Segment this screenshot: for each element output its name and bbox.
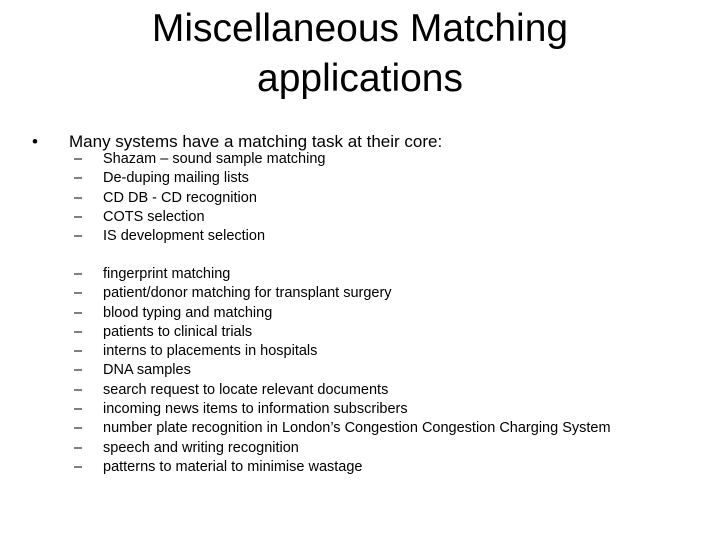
dash-marker: – [74,285,83,302]
slide-title [0,4,720,104]
list-item-text: patterns to material to minimise wastage [103,458,363,475]
dash-marker: – [74,323,83,340]
sub-list-b [74,265,611,477]
dash-marker: – [74,362,83,379]
list-item [74,304,611,323]
title-line-2: applications [257,57,463,100]
list-item [74,227,325,246]
list-item [74,265,611,284]
list-item [74,189,325,208]
list-item-text: patients to clinical trials [103,323,253,340]
list-item [74,361,611,380]
dash-marker: – [74,420,83,437]
sub-list-a [74,150,325,246]
list-item-text: patient/donor matching for transplant surgery [103,285,392,302]
list-item-text: Shazam – sound sample matching [103,151,326,167]
dash-marker: – [74,208,83,225]
list-item-text: speech and writing recognition [103,439,299,456]
list-item-text: blood typing and matching [103,304,273,321]
dash-marker: – [74,266,83,282]
dash-marker: – [74,228,83,245]
main-bullet-text: Many systems have a matching task at their core: [69,132,443,151]
list-item-text: incoming news items to information subscribers [103,401,408,418]
list-item-text: COTS selection [103,208,205,225]
list-item-text: IS development selection [103,228,266,245]
dash-marker: – [74,170,83,187]
list-item [74,400,611,419]
list-item-text: search request to locate relevant documents [103,381,389,398]
list-item [74,381,611,400]
list-item [74,169,325,188]
dash-marker: – [74,189,83,206]
list-item [74,323,611,342]
list-item [74,419,611,438]
list-item [74,458,611,477]
title-line-1: Miscellaneous Matching [151,7,569,50]
dash-marker: – [74,401,83,418]
list-item-text: interns to placements in hospitals [103,343,318,360]
list-item [74,342,611,361]
list-item [74,284,611,303]
dash-marker: – [74,151,83,167]
list-item [74,208,325,227]
dash-marker: – [74,304,83,321]
list-item-text: DNA samples [103,362,191,379]
dash-marker: – [74,343,83,360]
list-item [74,150,325,169]
list-item-text: De-duping mailing lists [103,170,249,187]
list-item-text: fingerprint matching [103,266,231,282]
bullet-marker: • [32,132,38,151]
list-item-text: number plate recognition in London’s Congestion Congestion Charging System [103,420,611,437]
dash-marker: – [74,458,83,475]
dash-marker: – [74,381,83,398]
list-item [74,439,611,458]
list-item-text: CD DB - CD recognition [103,189,257,206]
dash-marker: – [74,439,83,456]
